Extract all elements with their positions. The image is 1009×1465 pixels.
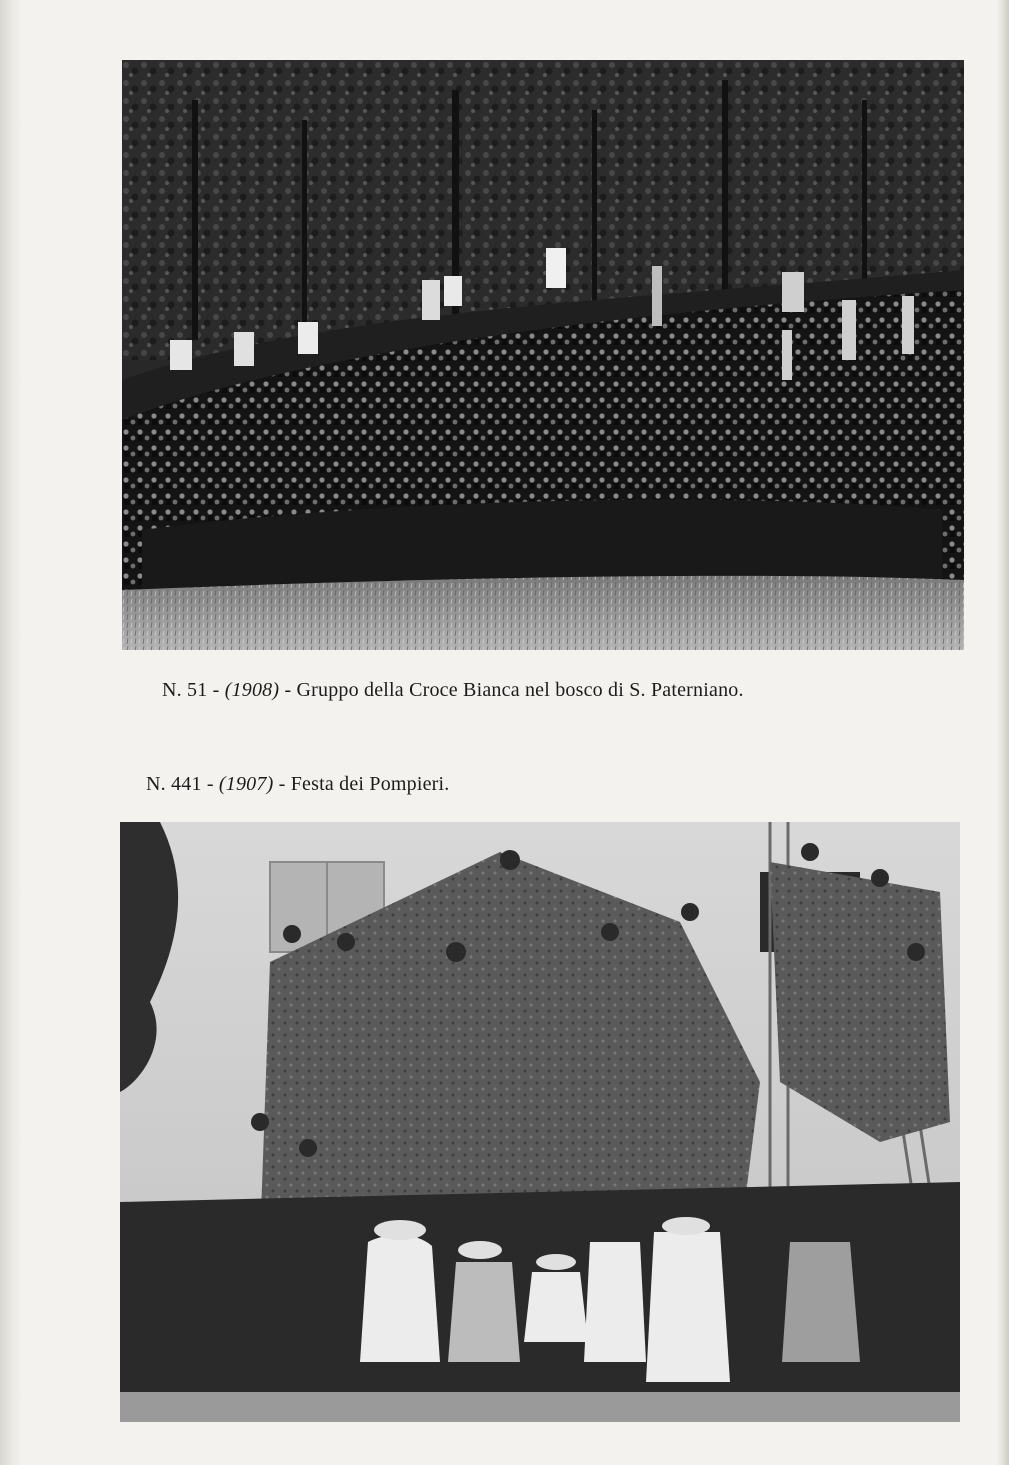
caption-number: N. 441 [146, 773, 202, 795]
caption-year: (1908) [224, 679, 280, 701]
photo-festa-pompieri-image [120, 822, 960, 1422]
photo-festa-pompieri [120, 822, 960, 1422]
caption-separator: - [207, 679, 225, 701]
caption-text: Gruppo della Croce Bianca nel bosco di S. Paterniano. [296, 679, 744, 701]
photo-croce-bianca-image [122, 60, 964, 650]
caption-separator: - [279, 679, 297, 701]
caption-photo-441 [146, 773, 450, 796]
caption-separator: - [201, 773, 219, 795]
photo-croce-bianca-group [122, 60, 964, 650]
page-edge-shadow-right [997, 0, 1009, 1465]
caption-text: Festa dei Pompieri. [290, 773, 450, 795]
caption-year: (1907) [218, 773, 274, 795]
caption-separator: - [273, 773, 291, 795]
page-edge-shadow-left [0, 0, 22, 1465]
caption-number: N. 51 [162, 679, 208, 701]
caption-photo-51 [162, 679, 744, 702]
